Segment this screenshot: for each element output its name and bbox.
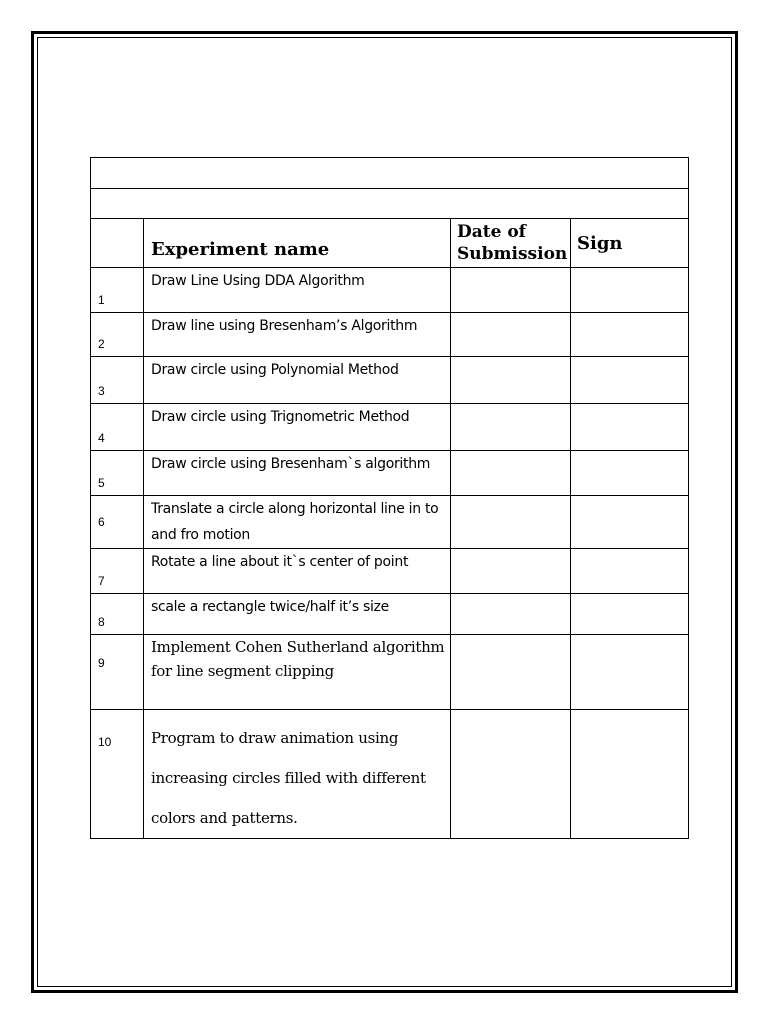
row-number-cell — [91, 357, 144, 404]
row-number-cell — [91, 635, 144, 710]
table-row — [91, 549, 689, 594]
row-number-cell — [91, 710, 144, 839]
blank-row — [91, 189, 689, 219]
row-number-cell — [91, 594, 144, 635]
date-cell — [451, 549, 571, 594]
row-number: 6 — [98, 515, 105, 529]
sign-cell — [571, 451, 689, 496]
date-cell — [451, 710, 571, 839]
sign-cell — [571, 404, 689, 451]
sign-cell — [571, 710, 689, 839]
table-row — [91, 594, 689, 635]
row-number-cell — [91, 451, 144, 496]
blank-cell — [91, 189, 689, 219]
row-number: 1 — [98, 293, 105, 307]
table-row — [91, 710, 689, 839]
experiment-name-cell: Draw line using Bresenham’s Algorithm — [144, 313, 451, 357]
date-cell — [451, 313, 571, 357]
table-row — [91, 451, 689, 496]
row-number-cell — [91, 268, 144, 313]
experiment-name-cell: Translate a circle along horizontal line in to and fro motion — [144, 496, 451, 549]
date-cell — [451, 451, 571, 496]
row-number-cell — [91, 496, 144, 549]
experiment-name-cell: Draw circle using Bresenham`s algorithm — [144, 451, 451, 496]
date-cell — [451, 404, 571, 451]
date-cell — [451, 268, 571, 313]
experiment-table — [90, 157, 689, 839]
experiment-name-cell: Program to draw animation using increasing circles filled with different colors and patterns. — [144, 710, 451, 839]
experiment-name-cell: scale a rectangle twice/half it’s size — [144, 594, 451, 635]
sign-cell — [571, 313, 689, 357]
header-date-of-submission: Date of Submission — [451, 219, 571, 268]
row-number-cell — [91, 404, 144, 451]
table-row — [91, 268, 689, 313]
blank-cell — [91, 158, 689, 189]
row-number: 9 — [98, 656, 105, 670]
row-number: 5 — [98, 476, 105, 490]
experiment-name-cell: Draw Line Using DDA Algorithm — [144, 268, 451, 313]
row-number: 7 — [98, 574, 105, 588]
table-header-row — [91, 219, 689, 268]
sign-cell — [571, 594, 689, 635]
date-cell — [451, 635, 571, 710]
table-row — [91, 635, 689, 710]
date-cell — [451, 357, 571, 404]
sign-cell — [571, 549, 689, 594]
date-cell — [451, 594, 571, 635]
row-number: 3 — [98, 384, 105, 398]
sign-cell — [571, 496, 689, 549]
blank-row — [91, 158, 689, 189]
table-row — [91, 357, 689, 404]
date-cell — [451, 496, 571, 549]
experiment-name-cell: Implement Cohen Sutherland algorithm for line segment clipping — [144, 635, 451, 710]
header-experiment-name: Experiment name — [144, 219, 451, 268]
row-number-cell — [91, 549, 144, 594]
table-row — [91, 313, 689, 357]
header-sign: Sign — [571, 219, 689, 268]
experiment-name-cell: Draw circle using Polynomial Method — [144, 357, 451, 404]
experiment-name-cell: Rotate a line about it`s center of point — [144, 549, 451, 594]
row-number: 8 — [98, 615, 105, 629]
row-number: 2 — [98, 337, 105, 351]
sign-cell — [571, 357, 689, 404]
row-number-cell — [91, 313, 144, 357]
sign-cell — [571, 268, 689, 313]
row-number: 4 — [98, 431, 105, 445]
table-row — [91, 404, 689, 451]
row-number: 10 — [98, 735, 112, 749]
header-number-cell — [91, 219, 144, 268]
table-row — [91, 496, 689, 549]
sign-cell — [571, 635, 689, 710]
experiment-name-cell: Draw circle using Trignometric Method — [144, 404, 451, 451]
